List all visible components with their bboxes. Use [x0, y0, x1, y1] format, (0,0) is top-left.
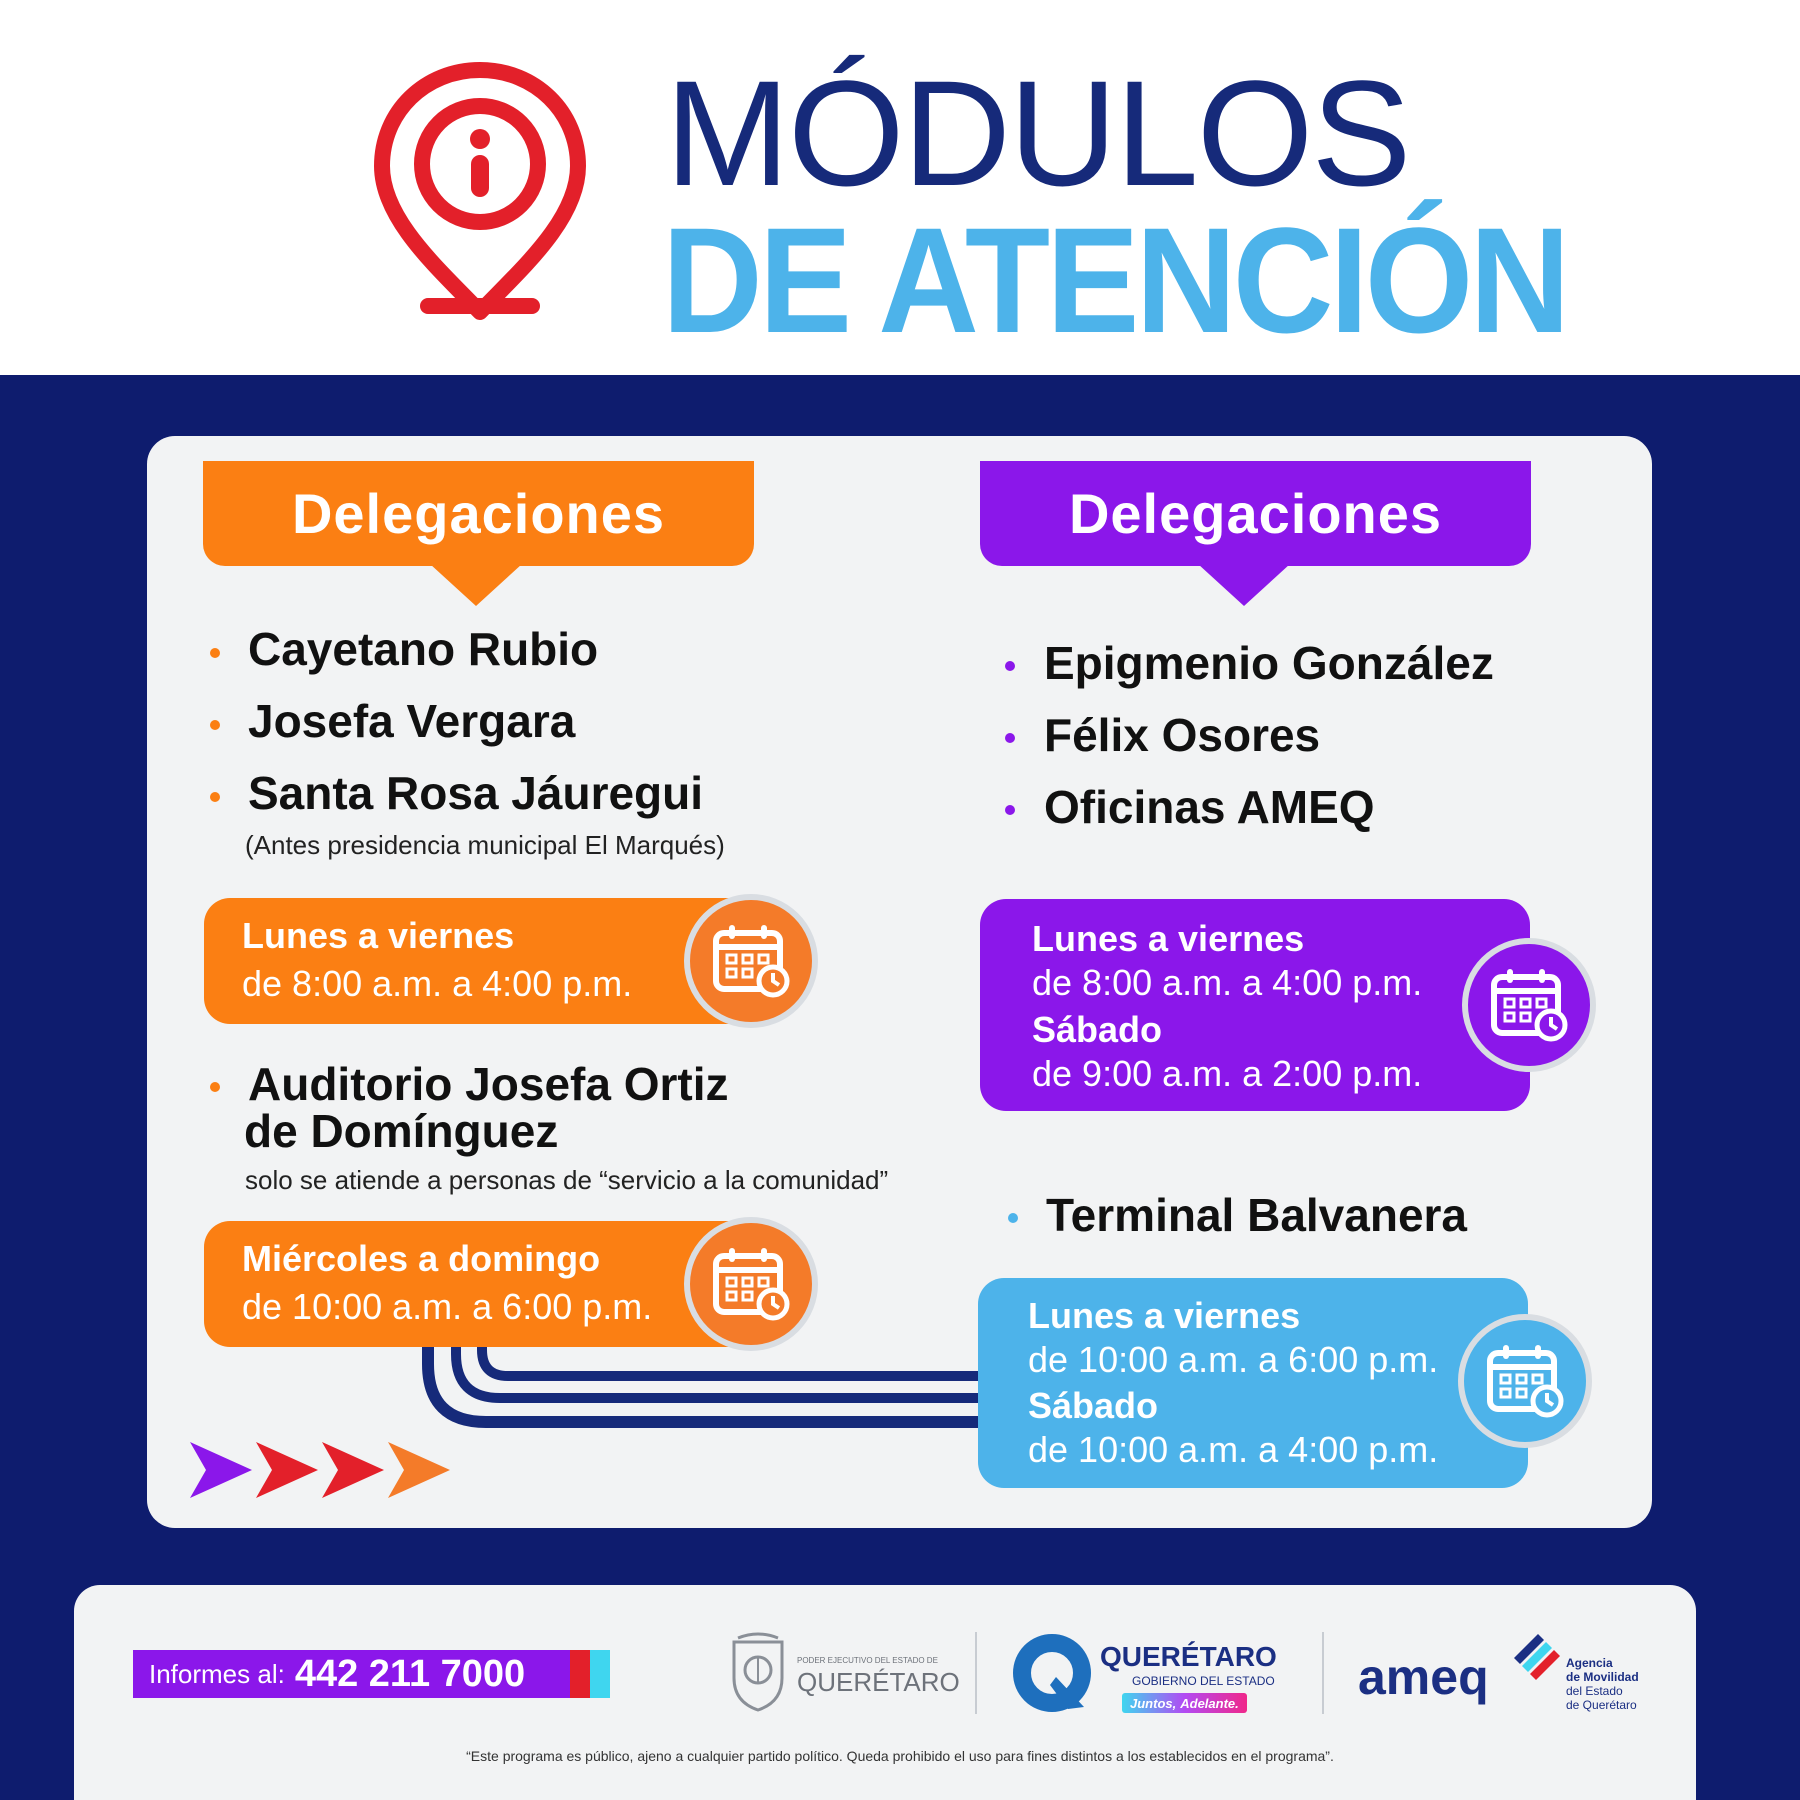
- bullet: [1005, 733, 1015, 743]
- calendar-clock-icon: [684, 1217, 818, 1351]
- right-tag-pointer: [1198, 564, 1290, 606]
- right-tag: Delegaciones: [980, 461, 1531, 566]
- terminal-label: Terminal Balvanera: [1046, 1189, 1468, 1241]
- map-pin-info-icon: [370, 60, 590, 322]
- logo-poder-ejecutivo-small: PODER EJECUTIVO DEL ESTADO DE: [797, 1656, 938, 1665]
- divider: [1322, 1632, 1324, 1714]
- logo-ameq-l4: de Querétaro: [1566, 1698, 1637, 1712]
- schedule-hours: de 10:00 a.m. a 4:00 p.m.: [1028, 1429, 1439, 1470]
- list-item: Félix Osores: [1044, 709, 1321, 761]
- logo-queretaro-sub: GOBIERNO DEL ESTADO: [1132, 1674, 1275, 1688]
- disclaimer: “Este programa es público, ajeno a cualquier partido político. Queda prohibido el uso para fines distintos a los establecidos en el programa”.: [466, 1748, 1334, 1764]
- schedule-hours: de 10:00 a.m. a 6:00 p.m.: [1028, 1339, 1439, 1380]
- schedule-days: Lunes a viernes: [242, 915, 515, 956]
- informes-label: Informes al:: [149, 1658, 285, 1689]
- bullet: [1005, 661, 1015, 671]
- schedule-hours: de 8:00 a.m. a 4:00 p.m.: [1032, 962, 1423, 1003]
- schedule-hours: de 10:00 a.m. a 6:00 p.m.: [242, 1286, 653, 1327]
- schedule-box: [980, 899, 1530, 1111]
- divider: [975, 1632, 977, 1714]
- calendar-clock-icon: [1462, 938, 1596, 1072]
- logo-ameq-l2: de Movilidad: [1566, 1670, 1639, 1684]
- left-tag-pointer: [430, 564, 522, 606]
- auditorio-line1: Auditorio Josefa Ortiz: [248, 1058, 729, 1110]
- queretaro-q-logo-icon: [1012, 1633, 1092, 1713]
- bullet: [210, 648, 220, 658]
- informes-bar[interactable]: [133, 1650, 570, 1698]
- list-item: Epigmenio González: [1044, 637, 1494, 689]
- bullet: [210, 1082, 220, 1092]
- bullet: [1008, 1213, 1018, 1223]
- schedule-days: Sábado: [1028, 1385, 1159, 1426]
- state-seal-icon: [724, 1632, 792, 1714]
- ameq-stripes-icon: [1510, 1630, 1566, 1686]
- connector-lines: [420, 1340, 1000, 1430]
- decorative-arrows: [190, 1442, 460, 1498]
- list-item: Josefa Vergara: [248, 695, 576, 747]
- color-stripe: [590, 1650, 610, 1698]
- slogan-part-b: Adelante.: [1180, 1695, 1239, 1711]
- schedule-days: Lunes a viernes: [1032, 918, 1305, 959]
- schedule-days: Sábado: [1032, 1009, 1163, 1050]
- logo-slogan: [1122, 1693, 1247, 1713]
- bullet: [210, 792, 220, 802]
- slogan-part-a: Juntos,: [1130, 1695, 1177, 1711]
- phone-number[interactable]: 442 211 7000: [294, 1652, 526, 1695]
- bullet: [210, 720, 220, 730]
- schedule-box: [978, 1278, 1528, 1488]
- color-stripe: [570, 1650, 590, 1698]
- schedule-hours: de 9:00 a.m. a 2:00 p.m.: [1032, 1053, 1423, 1094]
- schedule-days: Lunes a viernes: [1028, 1295, 1301, 1336]
- logo-ameq-name: ameq: [1358, 1649, 1489, 1705]
- list-item: Santa Rosa Jáuregui: [248, 767, 704, 819]
- logo-ameq-l1: Agencia: [1566, 1656, 1613, 1670]
- logo-queretaro-name: QUERÉTARO: [1100, 1641, 1277, 1672]
- page-title-line1: MÓDULOS: [665, 49, 1410, 217]
- page-title-line2: DE ATENCIÓN: [662, 196, 1567, 364]
- list-item: Cayetano Rubio: [248, 623, 599, 675]
- left-tag: Delegaciones: [203, 461, 754, 566]
- bullet: [1005, 805, 1015, 815]
- auditorio-note: solo se atiende a personas de “servicio a la comunidad”: [245, 1165, 889, 1195]
- auditorio-line2: de Domínguez: [244, 1105, 559, 1157]
- calendar-clock-icon: [1458, 1314, 1592, 1448]
- logo-ameq-l3: del Estado: [1566, 1684, 1623, 1698]
- logo-poder-ejecutivo-big: QUERÉTARO: [797, 1667, 960, 1697]
- list-item: Oficinas AMEQ: [1044, 781, 1375, 833]
- calendar-clock-icon: [684, 894, 818, 1028]
- schedule-hours: de 8:00 a.m. a 4:00 p.m.: [242, 963, 633, 1004]
- schedule-days: Miércoles a domingo: [242, 1238, 601, 1279]
- list-note: (Antes presidencia municipal El Marqués): [245, 830, 725, 860]
